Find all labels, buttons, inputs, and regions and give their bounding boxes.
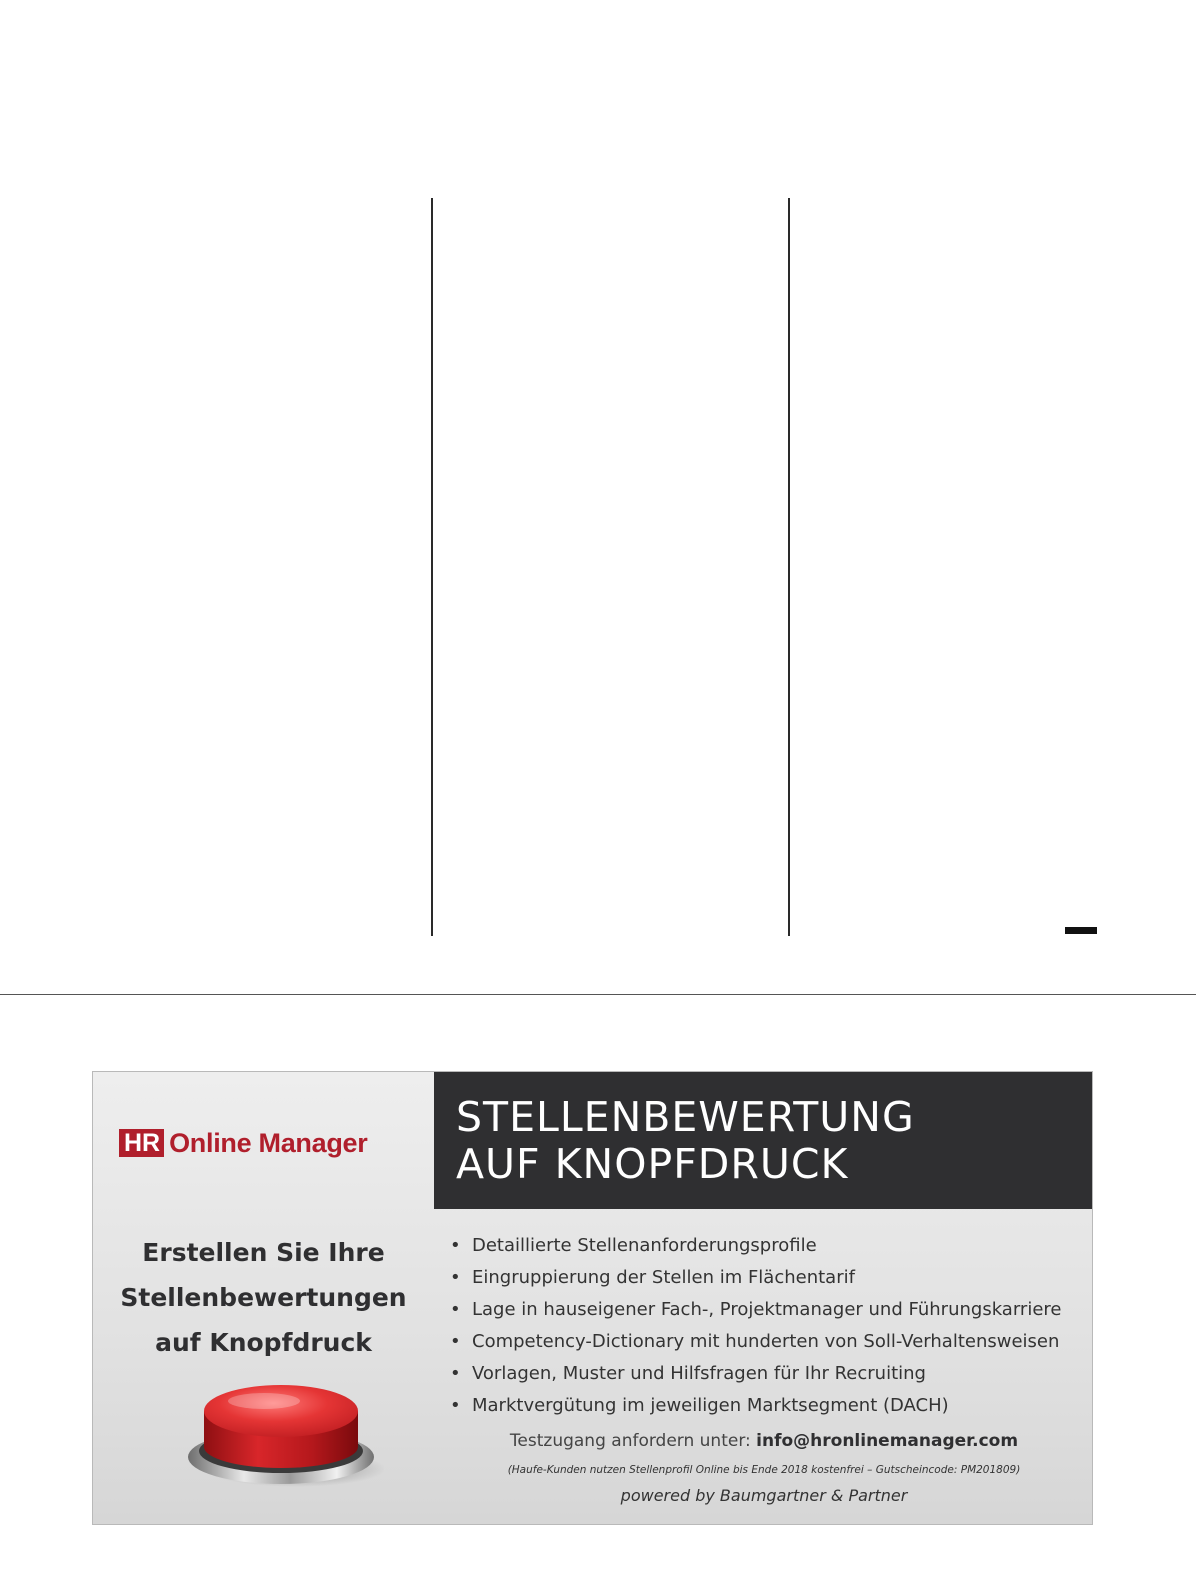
headline-banner — [434, 1072, 1093, 1209]
tagline-line-3: auf Knopfdruck — [155, 1328, 372, 1357]
list-item: • Detaillierte Stellenanforderungsprofile — [450, 1235, 817, 1256]
advertisement — [92, 1071, 1093, 1525]
end-mark — [1065, 927, 1097, 934]
tagline-line-2: Stellenbewertungen — [120, 1283, 407, 1312]
logo-badge: HR — [119, 1129, 164, 1157]
feature-list — [450, 1230, 1080, 1422]
list-item: • Marktvergütung im jeweiligen Marktsegment (DACH) — [450, 1395, 949, 1416]
column-divider-right — [788, 198, 790, 936]
column-divider-left — [431, 198, 433, 936]
list-item: • Lage in hauseigener Fach-, Projektmanager und Führungskarriere — [450, 1299, 1062, 1320]
logo-name: Online Manager — [169, 1127, 368, 1158]
customer-note: (Haufe-Kunden nutzen Stellenprofil Online bis Ende 2018 kostenfrei – Gutscheincode: PM201809) — [507, 1464, 1021, 1476]
trial-request-label: Testzugang anfordern unter: — [509, 1431, 757, 1451]
powered-by: powered by Baumgartner & Partner — [620, 1486, 908, 1505]
tagline — [93, 1230, 434, 1365]
page-divider — [0, 994, 1196, 995]
headline-line-2: AUF KNOPFDRUCK — [456, 1140, 849, 1188]
trial-request — [434, 1430, 1093, 1452]
hr-online-manager-logo — [119, 1127, 367, 1159]
headline-line-1: STELLENBEWERTUNG — [456, 1093, 915, 1141]
contact-email-link[interactable]: info@hronlinemanager.com — [756, 1431, 1019, 1451]
list-item: • Vorlagen, Muster und Hilfsfragen für Ihr Recruiting — [450, 1363, 926, 1384]
list-item: • Competency-Dictionary mit hunderten von Soll-Verhaltensweisen — [450, 1331, 1060, 1352]
tagline-line-1: Erstellen Sie Ihre — [142, 1238, 385, 1267]
headline — [456, 1094, 915, 1188]
list-item: • Eingruppierung der Stellen im Flächentarif — [450, 1267, 855, 1288]
red-push-button-icon — [184, 1377, 384, 1489]
